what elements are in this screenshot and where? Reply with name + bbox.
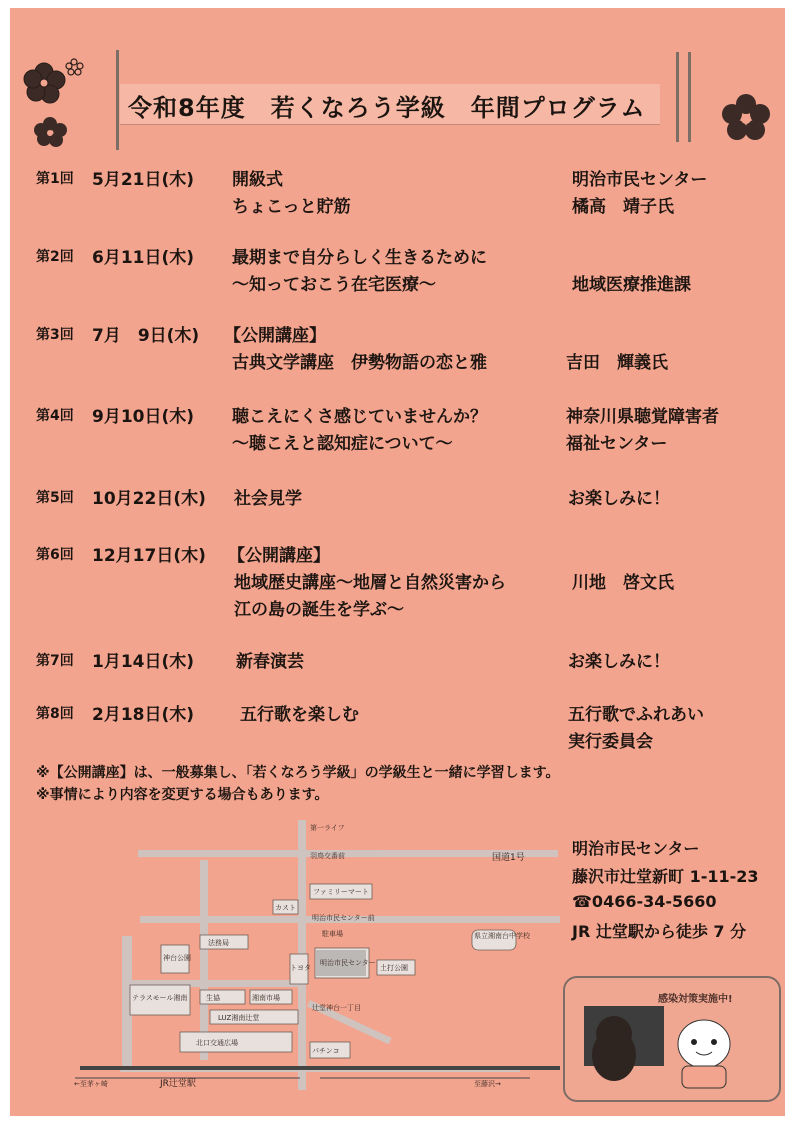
session-1-number: 第1回 <box>36 171 74 187</box>
map-label-left-arrow: ←至茅ヶ崎 <box>74 1080 108 1088</box>
venue-phone: ☎0466-34-5660 <box>572 892 717 911</box>
session-4-title: 聴こえにくさ感じていませんか？ <box>232 407 487 427</box>
session-5-date: 10月22日(木) <box>92 489 206 509</box>
map-label-shonan-ichi: 湘南市場 <box>252 994 280 1002</box>
session-5-number: 第5回 <box>36 490 74 506</box>
title-right-rule <box>676 52 679 142</box>
map-label-terrace: テラスモール湘南 <box>132 994 188 1002</box>
map-label-daiichi: 第一ライフ <box>310 824 345 832</box>
map-label-kasuto: カスト <box>275 904 296 912</box>
session-6-tag: 【公開講座】 <box>228 546 330 566</box>
session-6-title: 地域歴史講座～地層と自然災害から <box>234 573 506 593</box>
session-1-speaker-1: 明治市民センター <box>572 170 708 190</box>
map-label-seikyo: 生協 <box>206 994 220 1002</box>
badge-text: 感染対策実施中! <box>658 994 733 1005</box>
map-label-jinja: 神台公園 <box>163 954 191 962</box>
access-map <box>60 820 560 1110</box>
session-3-tag: 【公開講座】 <box>224 326 326 346</box>
session-5-title: 社会見学 <box>234 489 302 509</box>
session-7-speaker: お楽しみに！ <box>568 652 670 672</box>
session-3-date: 7月 9日(木) <box>92 326 200 346</box>
map-label-famima: ファミリーマート <box>313 888 369 896</box>
map-label-luz: LUZ湘南辻堂 <box>218 1014 260 1022</box>
session-6-speaker: 川地 啓文氏 <box>572 573 674 593</box>
plum-blossom-left-icon <box>22 52 94 152</box>
session-7-title: 新春演芸 <box>236 652 304 672</box>
venue-access: JR 辻堂駅から徒歩 7 分 <box>572 922 747 941</box>
plum-blossom-right-icon <box>718 90 778 150</box>
note-change: ※事情により内容を変更する場合もあります。 <box>36 787 329 803</box>
session-4-speaker-1: 神奈川県聴覚障害者 <box>566 407 719 427</box>
session-8-date: 2月18日(木) <box>92 705 195 725</box>
session-1-date: 5月21日(木) <box>92 170 195 190</box>
session-4-date: 9月10日(木) <box>92 407 195 427</box>
mascot-illustration-icon <box>578 1000 773 1092</box>
session-1-speaker-2: 橘高 靖子氏 <box>572 197 674 217</box>
session-5-speaker: お楽しみに！ <box>568 489 670 509</box>
session-7-number: 第7回 <box>36 653 74 669</box>
map-label-center: 明治市民センター <box>320 959 376 967</box>
session-4-number: 第4回 <box>36 408 74 424</box>
session-7-date: 1月14日(木) <box>92 652 195 672</box>
map-label-toyota: トヨタ <box>290 964 311 972</box>
map-label-pachinko: パチンコ <box>312 1047 340 1055</box>
session-8-title: 五行歌を楽しむ <box>240 705 359 725</box>
session-6-date: 12月17日(木) <box>92 546 206 566</box>
session-4-speaker-2: 福祉センター <box>566 434 668 454</box>
session-4-subtitle: ～聴こえと認知症について～ <box>232 434 453 454</box>
map-label-right-arrow: 至藤沢→ <box>474 1080 501 1088</box>
venue-name: 明治市民センター <box>572 839 700 858</box>
page-title: 令和8年度 若くなろう学級 年間プログラム <box>128 94 646 122</box>
map-label-kokudo: 国道1号 <box>492 853 525 863</box>
session-1-title: 開級式 <box>232 170 283 190</box>
session-8-speaker-2: 実行委員会 <box>568 732 653 752</box>
session-3-speaker: 吉田 輝義氏 <box>566 353 668 373</box>
map-label-parking: 駐車場 <box>322 930 343 938</box>
map-label-chugaku: 県立湘南台中学校 <box>474 932 530 940</box>
session-2-title: 最期まで自分らしく生きるために <box>232 248 487 268</box>
session-3-number: 第3回 <box>36 327 74 343</box>
session-6-title-2: 江の島の誕生を学ぶ～ <box>234 600 404 620</box>
note-open-lecture: ※【公開講座】は、一般募集し、「若くなろう学級」の学級生と一緒に学習します。 <box>36 765 560 781</box>
session-2-date: 6月11日(木) <box>92 248 195 268</box>
map-label-jr: JR辻堂駅 <box>160 1079 196 1089</box>
session-3-title: 古典文学講座 伊勢物語の恋と雅 <box>232 353 487 373</box>
session-2-speaker: 地域医療推進課 <box>572 275 691 295</box>
session-6-number: 第6回 <box>36 547 74 563</box>
session-8-speaker-1: 五行歌でふれあい <box>568 705 704 725</box>
session-2-subtitle: ～知っておこう在宅医療～ <box>232 275 436 295</box>
map-label-center-mae: 明治市民センター前 <box>312 914 375 922</box>
session-8-number: 第8回 <box>36 706 74 722</box>
map-label-tsujido-1: 辻堂神台一丁目 <box>312 1004 361 1012</box>
venue-address: 藤沢市辻堂新町 1-11-23 <box>572 867 759 886</box>
session-2-number: 第2回 <box>36 249 74 265</box>
title-right-rule-2 <box>688 52 691 142</box>
map-label-hane: 羽鳥交番前 <box>310 852 345 860</box>
session-1-subtitle: ちょこっと貯筋 <box>232 197 351 217</box>
map-label-dotei: 土打公園 <box>380 964 408 972</box>
map-label-hotei: 法務局 <box>208 939 229 947</box>
title-left-rule <box>116 50 119 150</box>
map-label-kitaguchi: 北口交通広場 <box>196 1039 238 1047</box>
